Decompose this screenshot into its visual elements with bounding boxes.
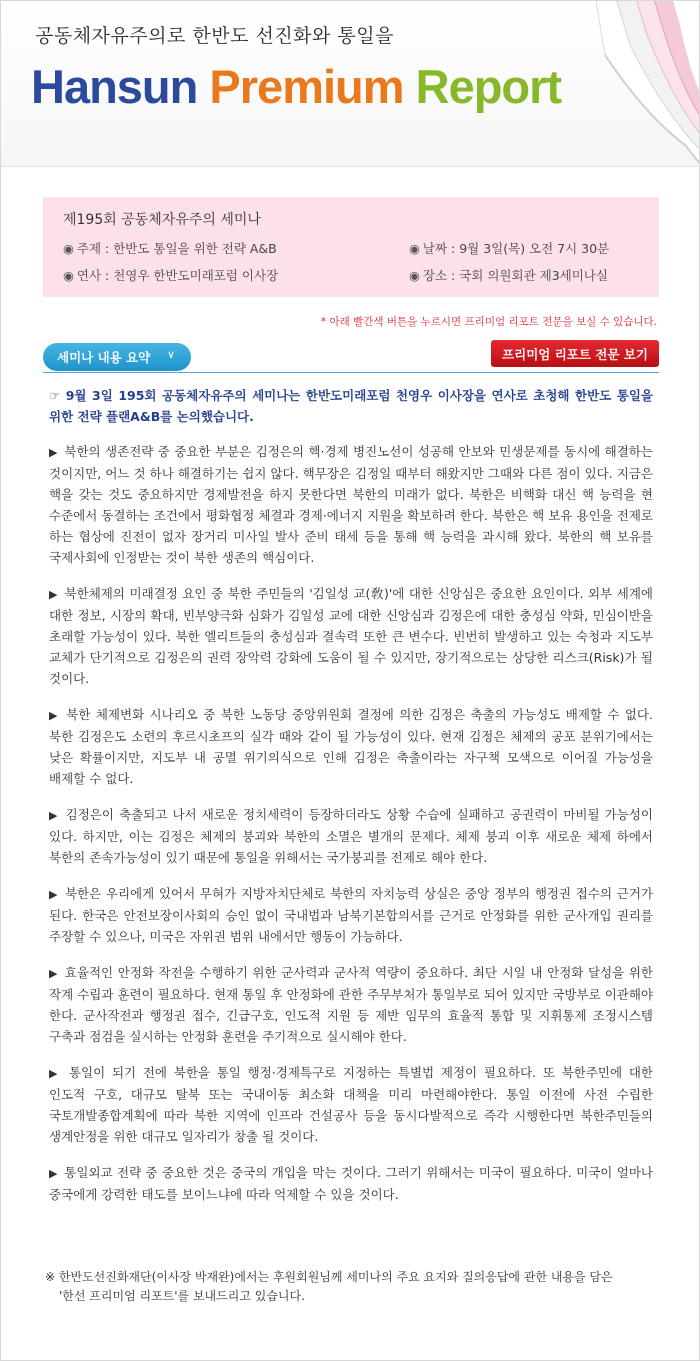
summary-paragraph — [49, 583, 653, 689]
info-row-2 — [63, 266, 639, 284]
summary-paragraph — [49, 441, 653, 568]
chevron-down-icon: ∨ — [166, 348, 175, 361]
seminar-date-text: 날짜 : 9월 3일(목) 오전 7시 30분 — [422, 241, 610, 256]
summary-paragraph — [49, 804, 653, 868]
slogan: 공동체자유주의로 한반도 선진화와 통일을 — [35, 25, 394, 47]
paragraph-text: 김정은이 축출되고 나서 새로운 정치세력이 등장하더라도 상황 수습에 실패하고 공권력이 마비될 가능성이 있다. 하지만, 이는 김정은 체제의 붕괴와 북한의 소멸은 별개의 문제다. 체제 붕괴 이후 새로운 체제 하에서 북한의 존속가능성이 있기 때문에 통일을 위해서는 국가붕괴를 전제로 해야 한다. — [49, 807, 653, 865]
summary-paragraph — [49, 704, 653, 789]
summary-paragraph — [49, 1162, 653, 1205]
seminar-title: 제195회 공동체자유주의 세미나 — [63, 212, 261, 228]
paragraph-text: 통일외교 전략 중 중요한 것은 중국의 개입을 막는 것이다. 그러기 위해서는 미국이 필요하다. 미국이 얼마나 중국에게 강력한 태도를 보이느냐에 따라 억제할 수 있을 것이다. — [49, 1165, 653, 1202]
summary-paragraph — [49, 962, 653, 1047]
seminar-speaker — [63, 266, 409, 284]
brand-hansun: Hansun — [31, 60, 198, 113]
paper-stack-icon — [535, 1, 699, 167]
paragraph-text: 북한은 우리에게 있어서 무혀가 지방자치단체로 북한의 자치능력 상실은 중앙 정부의 행정권 접수의 근거가 된다. 한국은 안전보장이사회의 승인 없이 국내법과 남북기본합의서를 근거로 안정화를 위한 군사개입 권리를 주장할 수 있으나, 미국은 자위권 범위 내에서만 행동이 가능하다. — [49, 886, 653, 944]
summary-paragraph — [49, 1062, 653, 1147]
footer-line-1: ※ 한반도선진화재단(이사장 박재완)에서는 후원회원님께 세미나의 주요 요지와 질의응답에 관한 내용을 담은 — [45, 1270, 613, 1284]
summary-tab-label: 세미나 내용 요약 — [57, 350, 151, 365]
seminar-venue — [409, 266, 639, 284]
arrow-bullet-icon: ▶ — [49, 967, 59, 980]
paragraph-text: 통일이 되기 전에 북한을 통일 행정·경제특구로 지정하는 특별법 제정이 필요하다. 또 북한주민에 대한 인도적 구호, 대규모 탈북 또는 국내이동 최소화 대책을 미리 마련해야한다. 통일 이전에 사전 수립한 국토개발종합계획에 따라 북한 지역에 인프라 건설공사 등을 동시다발적으로 즉각 시행한다면 북한주민들의 생계안정을 위한 대규모 일자리가 창출 될 것이다. — [49, 1065, 653, 1144]
seminar-venue-text: 장소 : 국회 의원회관 제3세미나실 — [422, 268, 608, 283]
paragraph-text: 북한의 생존전략 중 중요한 부분은 김정은의 핵·경제 병진노선이 성공해 안보와 민생문제를 동시에 해결하는 것이지만, 어느 것 하나 해결하기는 쉽지 않다. 핵무장은 김정일 때부터 해왔지만 그때와 다른 점이 있다. 지금은 핵을 갖는 것도 중요하지만 경제발전을 하지 못한다면 북한의 미래가 없다. 북한은 비핵화 대신 핵 능력을 현 수준에서 동결하는 조건에서 평화협정 체결과 경제·에너지 지원을 확보하려 한다. 북한은 핵 보유 용인을 전제로 하는 협상에 진전이 없자 장거리 미사일 발사 준비 태세 등을 통해 핵 능력을 과시해 왔다. 북한의 핵 보유를 국제사회에 인정받는 것이 북한 생존의 핵심이다. — [49, 444, 653, 565]
tab-divider — [43, 372, 659, 373]
seminar-date — [409, 239, 639, 257]
arrow-bullet-icon: ▶ — [49, 709, 59, 722]
paragraph-text: 북한체제의 미래결정 요인 중 북한 주민들의 '김일성 교(敎)'에 대한 신앙심은 중요한 요인이다. 외부 세계에 대한 정보, 시장의 확대, 빈부양극화 심화가 김일성 교에 대한 신앙심과 김정은에 대한 충성심 약화, 민심이반을 초래할 가능성이 있다. 북한 엘리트들의 충성심과 결속력 또한 큰 변수다. 빈번히 발생하고 있는 숙청과 지도부 교체가 단기적으로 김정은의 권력 장악력 강화에 도움이 될 수 있지만, 장기적으로는 상당한 리스크(Risk)가 될 것이다. — [49, 586, 653, 686]
footer-line-2: '한선 프리미엄 리포트'를 보내드리고 있습니다. — [59, 1289, 305, 1303]
bullet-icon: ◉ — [63, 268, 74, 283]
seminar-topic-text: 주제 : 한반도 통일을 위한 전략 A&B — [76, 241, 277, 256]
premium-report-button[interactable]: 프리미엄 리포트 전문 보기 — [491, 340, 659, 367]
arrow-bullet-icon: ▶ — [49, 446, 58, 459]
brand-title — [31, 59, 561, 114]
arrow-bullet-icon: ▶ — [49, 809, 59, 822]
notice-text: * 아래 빨간색 버튼을 누르시면 프리미엄 리포트 전문을 보실 수 있습니다. — [320, 316, 657, 328]
summary-content — [49, 385, 653, 1220]
paragraph-text: 효율적인 안정화 작전을 수행하기 위한 군사력과 군사적 역량이 중요하다. 최단 시일 내 안정화 달성을 위한 작계 수립과 훈련이 필요하다. 현재 통일 후 안정화에 관한 주무부처가 통일부로 되어 있지만 국방부로 이관해야 한다. 군사작전과 행정권 접수, 긴급구호, 인도적 지원 등 제반 임무의 효율적 통합 및 지휘통제 조정시스템 구축과 점검을 실시하는 안정화 훈련을 주기적으로 실시해야 한다. — [49, 965, 654, 1044]
arrow-bullet-icon: ▶ — [49, 888, 59, 901]
seminar-speaker-text: 연사 : 천영우 한반도미래포럼 이사장 — [76, 268, 279, 283]
bullet-icon: ◉ — [63, 241, 74, 256]
seminar-info-box — [43, 197, 659, 297]
intro-text: ☞ 9월 3일 195회 공동체자유주의 세미나는 한반도미래포럼 천영우 이사장을 연사로 초청해 한반도 통일을 위한 전략 플랜A&B를 논의했습니다. — [49, 388, 653, 424]
paragraph-text: 북한 체제변화 시나리오 중 북한 노동당 중앙위원회 결정에 의한 김정은 축출의 가능성도 배제할 수 없다. 북한 김정은도 소련의 후르시초프의 실각 때와 같이 될 가능성이 있다. 현재 김정은 체제의 공포 분위기에서는 낮은 확률이지만, 지도부 내 공멸 위기의식으로 인해 김정은 축출이라는 자구책 모색으로 이어질 가능성을 배제할 수 없다. — [49, 707, 653, 786]
footer-note — [45, 1268, 665, 1306]
summary-tab[interactable] — [43, 343, 191, 371]
info-row-1 — [63, 239, 639, 257]
header-banner — [1, 1, 699, 167]
seminar-topic — [63, 239, 409, 257]
brand-premium: Premium — [209, 60, 404, 113]
arrow-bullet-icon: ▶ — [49, 1067, 61, 1080]
bullet-icon: ◉ — [409, 268, 420, 283]
bullet-icon: ◉ — [409, 241, 420, 256]
brand-report: Report — [415, 60, 562, 113]
summary-paragraph — [49, 883, 653, 947]
arrow-bullet-icon: ▶ — [49, 588, 59, 601]
arrow-bullet-icon: ▶ — [49, 1167, 58, 1180]
